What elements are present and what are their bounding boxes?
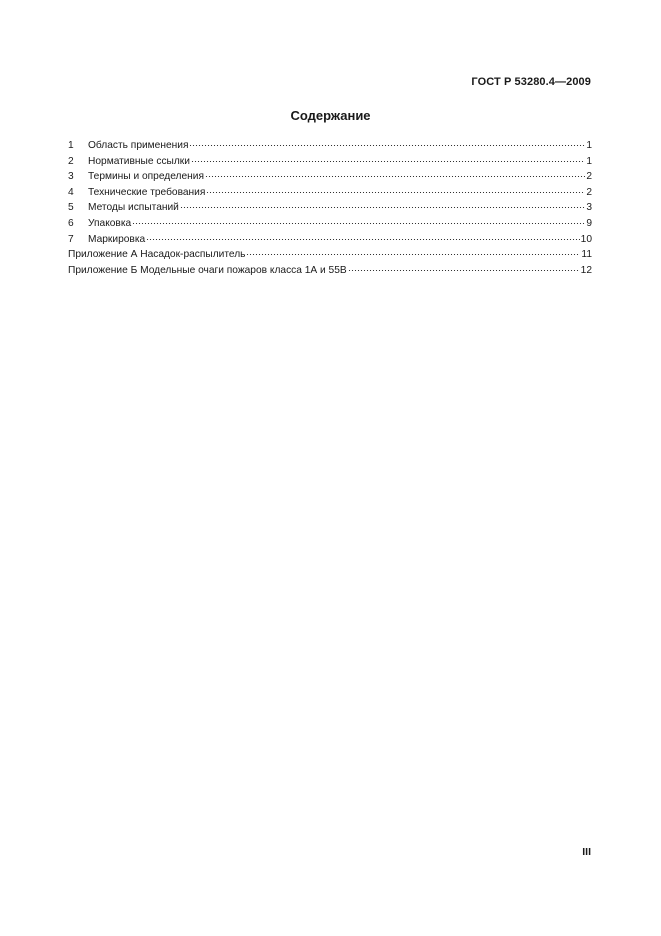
dot-leader [146,239,579,240]
table-of-contents [68,138,592,278]
toc-item-page: 2 [586,186,592,198]
toc-appendix-page: 11 [581,249,592,261]
toc-appendix-a[interactable] [68,247,592,263]
toc-item-label: Термины и определения [88,171,204,183]
toc-item-label: Маркировка [88,233,146,245]
dot-leader [132,223,585,224]
toc-item-number: 5 [68,202,74,214]
toc-item-page: 2 [586,171,592,183]
toc-item-number: 7 [68,233,74,245]
dot-leader [348,270,580,271]
dot-leader [189,145,585,146]
toc-appendix-page: 12 [580,264,592,276]
toc-item-label: Упаковка [88,217,132,229]
toc-item-number: 1 [68,140,74,151]
page-number: III [582,846,591,858]
toc-item-number: 2 [68,155,74,167]
toc-item-marking[interactable] [68,232,592,248]
toc-item-number: 4 [68,186,74,198]
toc-item-normative-references[interactable] [68,154,592,170]
toc-item-page: 1 [586,140,592,151]
dot-leader [206,192,585,193]
toc-appendix-b[interactable] [68,263,592,279]
toc-item-test-methods[interactable] [68,200,592,216]
toc-item-number: 3 [68,171,74,183]
toc-item-packaging[interactable] [68,216,592,232]
toc-item-scope[interactable] [68,138,592,154]
toc-item-label: Область применения [88,140,189,151]
toc-item-page: 10 [580,233,592,245]
toc-title: Содержание [290,108,371,123]
document-code: ГОСТ Р 53280.4—2009 [471,76,591,88]
toc-item-terms-definitions[interactable] [68,169,592,185]
toc-item-page: 9 [586,217,592,229]
dot-leader [246,254,580,255]
dot-leader [205,176,585,177]
toc-item-label: Методы испытаний [88,202,179,214]
dot-leader [191,161,585,162]
toc-item-label: Нормативные ссылки [88,155,190,167]
dot-leader [180,207,585,208]
toc-item-label: Технические требования [88,186,206,198]
toc-appendix-label: Приложение Б Модельные очаги пожаров класса 1А и 55В [68,264,347,276]
toc-item-page: 3 [586,202,592,214]
toc-item-technical-requirements[interactable] [68,185,592,201]
toc-appendix-label: Приложение А Насадок-распылитель [68,249,246,261]
toc-item-number: 6 [68,217,74,229]
toc-item-page: 1 [586,155,592,167]
